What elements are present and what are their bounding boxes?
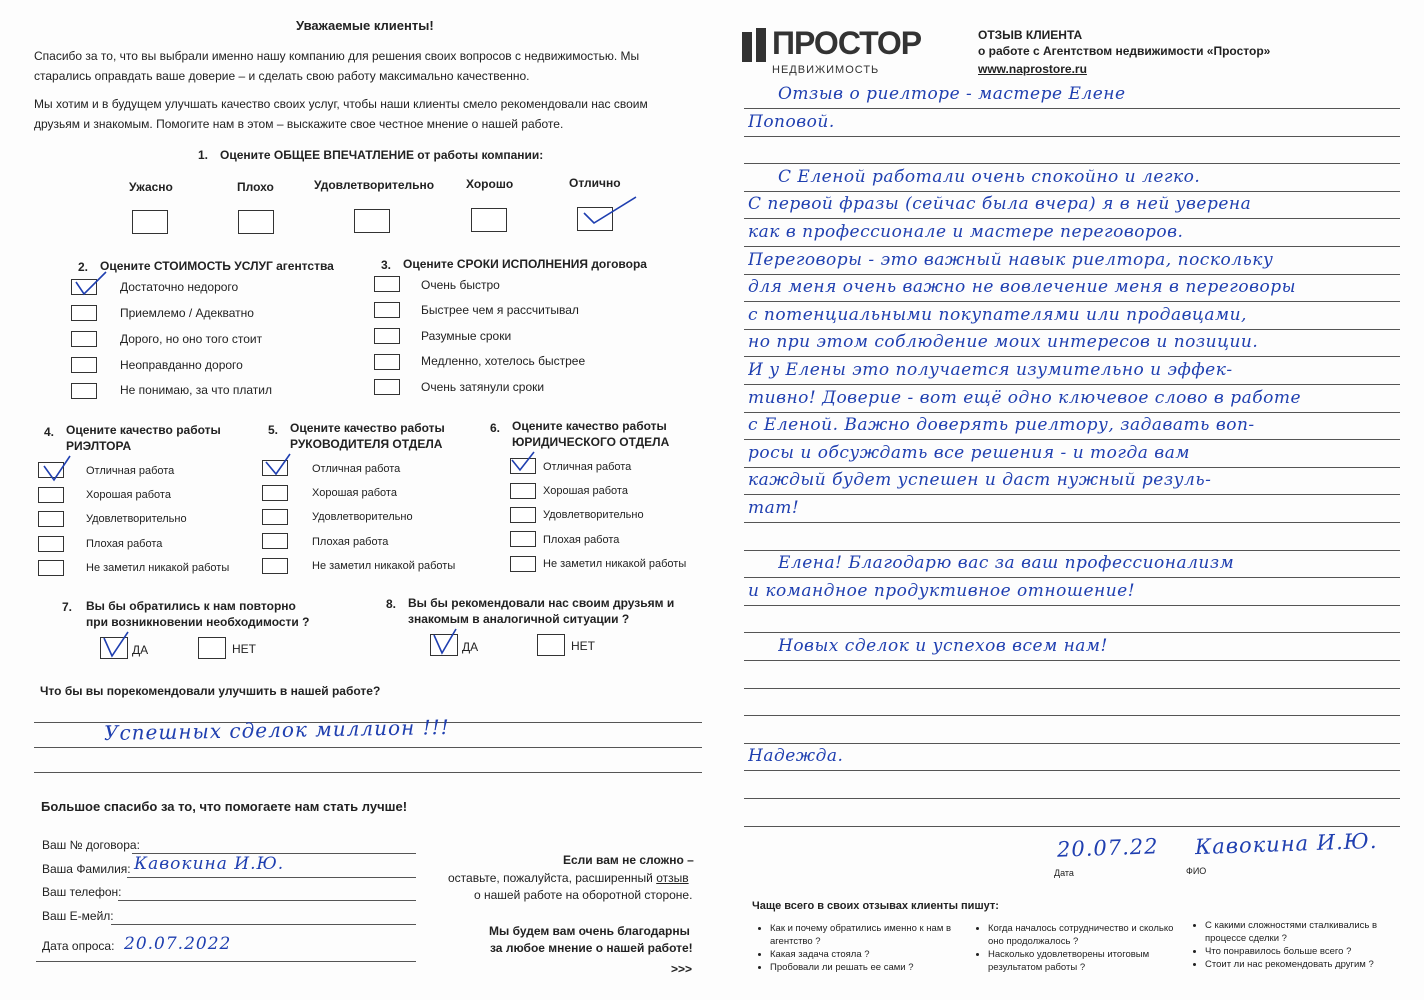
review-line: и командное продуктивное отношение!	[748, 580, 1136, 601]
q4-option-label: Хорошая работа	[86, 489, 171, 501]
q3-checkbox[interactable]	[374, 302, 400, 318]
review-line: с потенциальными покупателями или продавцами,	[748, 304, 1247, 325]
q6-checkbox[interactable]	[510, 556, 536, 572]
checkmark-icon	[72, 268, 112, 300]
q7-number: 7.	[62, 600, 73, 614]
fio-caption: ФИО	[1186, 866, 1207, 876]
q2-option-label: Достаточно недорого	[120, 280, 239, 294]
q6-option-label: Плохая работа	[543, 534, 620, 546]
q2-label: Оцените СТОИМОСТЬ УСЛУГ агентства	[100, 259, 334, 273]
q6-checkbox[interactable]	[510, 531, 536, 547]
q6-label-line2: ЮРИДИЧЕСКОГО ОТДЕЛА	[512, 435, 670, 449]
q4-checkbox[interactable]	[38, 511, 64, 527]
bullet-item: • Пробовали ли решать ее сами ?	[770, 961, 970, 974]
answer-line	[34, 747, 702, 748]
q1-option-label: Отлично	[569, 176, 621, 190]
bullet-item: • Как и почему обратились именно к нам в агентство ?	[770, 922, 970, 948]
q5-option-label: Отличная работа	[312, 463, 401, 475]
review-rule-line	[744, 770, 1400, 771]
review-line: С Еленой работали очень спокойно и легко.	[778, 166, 1201, 187]
brand-logo-icon	[742, 28, 774, 64]
q3-label: Оцените СРОКИ ИСПОЛНЕНИЯ договора	[403, 257, 647, 271]
brand-name: ПРОСТОР	[772, 25, 922, 61]
q4-checkbox[interactable]	[38, 536, 64, 552]
grateful-line2: за любое мнение о нашей работе!	[490, 941, 693, 955]
q3-option-label: Очень быстро	[421, 278, 500, 292]
review-rule-line	[744, 412, 1400, 413]
q1-option-label: Удовлетворительно	[314, 178, 435, 192]
q5-label-line2: РУКОВОДИТЕЛЯ ОТДЕЛА	[290, 437, 443, 451]
review-line: Поповой.	[748, 111, 835, 132]
review-link[interactable]: отзыв	[656, 871, 689, 885]
review-rule-line	[744, 274, 1400, 275]
q1-checkbox-awful[interactable]	[132, 210, 168, 234]
review-rule-line	[744, 660, 1400, 661]
review-rule-line	[744, 218, 1400, 219]
review-line: Переговоры - это важный навык риелтора, поскольку	[748, 249, 1274, 270]
q3-option-label: Очень затянули сроки	[421, 380, 545, 394]
review-header: ОТЗЫВ КЛИЕНТА	[978, 28, 1083, 42]
bullet-item: • Когда началось сотрудничество и сколько оно продолжалось ?	[988, 922, 1188, 948]
q5-option-label: Хорошая работа	[312, 487, 397, 499]
q8-no-label: НЕТ	[571, 639, 595, 653]
q8-number: 8.	[386, 597, 397, 611]
review-rule-line	[744, 715, 1400, 716]
review-line: с Еленой. Важно доверять риелтору, задавать воп-	[748, 415, 1255, 436]
review-line: Елена! Благодарю вас за ваш профессионализм	[778, 553, 1235, 574]
bullet-item: • Что понравилось больше всего ?	[1205, 945, 1405, 958]
bullet-item: • С какими сложностями сталкивались в процессе сделки ?	[1205, 919, 1405, 945]
phone-label: Ваш телефон:	[42, 885, 122, 899]
review-line: тат!	[748, 498, 800, 518]
arrows-icon: >>>	[671, 962, 693, 976]
review-line: для меня очень важно не вовлечение меня в переговоры	[748, 277, 1296, 298]
surname-label: Ваша Фамилия:	[42, 862, 131, 876]
website-link[interactable]: www.naprostore.ru	[978, 62, 1087, 76]
q2-option-label: Приемлемо / Адекватно	[120, 306, 254, 320]
bullet-list-1	[756, 922, 970, 974]
review-line: Новых сделок и успехов всем нам!	[778, 636, 1108, 656]
review-rule-line	[744, 384, 1400, 385]
review-rule-line	[744, 688, 1400, 689]
review-page	[712, 0, 1424, 1000]
often-title: Чаще всего в своих отзывах клиенты пишут:	[752, 900, 999, 912]
grateful-line1: Мы будем вам очень благодарны	[489, 924, 690, 938]
q3-number: 3.	[381, 258, 392, 272]
q6-number: 6.	[490, 421, 501, 435]
review-rule-line	[744, 136, 1400, 137]
review-line: росы и обсуждать все решения - и тогда вам	[748, 442, 1190, 463]
q1-label: Оцените ОБЩЕЕ ВПЕЧАТЛЕНИЕ от работы компании:	[220, 148, 544, 162]
side-note-line3: о нашей работе на оборотной стороне.	[474, 888, 693, 902]
date-value: 20.07.2022	[124, 934, 232, 954]
review-rule-line	[744, 605, 1400, 606]
q3-checkbox[interactable]	[374, 328, 400, 344]
q7-label-line1: Вы бы обратились к нам повторно	[86, 599, 296, 613]
q2-option-label: Неоправданно дорого	[120, 358, 243, 372]
bullet-item: • Какая задача стояла ?	[770, 948, 970, 961]
phone-field[interactable]	[118, 900, 416, 901]
answer-line	[34, 772, 702, 773]
q5-option-label: Плохая работа	[312, 536, 389, 548]
checkmark-icon	[262, 448, 302, 480]
q5-label-line1: Оцените качество работы	[290, 421, 445, 435]
q3-checkbox[interactable]	[374, 276, 400, 292]
review-rule-line	[744, 163, 1400, 164]
q1-number: 1.	[198, 148, 209, 162]
review-line: тивно! Доверие - вот ещё одно ключевое слово в работе	[748, 387, 1302, 408]
q3-option-label: Медленно, хотелось быстрее	[421, 354, 586, 368]
q4-option-label: Удовлетворительно	[86, 513, 187, 525]
q6-option-label: Отличная работа	[543, 461, 632, 473]
review-line: Отзыв о риелторе - мастере Елене	[778, 84, 1126, 104]
review-rule-line	[744, 467, 1400, 468]
review-rule-line	[744, 826, 1400, 827]
q5-checkbox[interactable]	[262, 509, 288, 525]
side-note-line2	[448, 871, 689, 886]
q4-checkbox[interactable]	[38, 560, 64, 576]
side-note-text: оставьте, пожалуйста, расширенный	[448, 871, 653, 885]
q2-option-label: Не понимаю, за что платил	[120, 383, 273, 397]
improve-answer[interactable]: Успешных сделок миллион !!!	[103, 714, 450, 746]
intro-paragraph-2: Мы хотим и в будущем улучшать качество своих услуг, чтобы наши клиенты смело рекомендовали нас своим друзьям и знакомым. Помогите нам в этом – выскажите свое честное мнение о нашей работе.	[34, 97, 648, 131]
date-field[interactable]	[36, 961, 416, 962]
q1-checkbox-satisfactory[interactable]	[354, 209, 390, 233]
q6-checkbox[interactable]	[510, 507, 536, 523]
q8-yes-label: ДА	[462, 640, 479, 654]
q4-option-label: Плохая работа	[86, 538, 163, 550]
q5-checkbox[interactable]	[262, 485, 288, 501]
review-line: но при этом соблюдение моих интересов и позиции.	[748, 332, 1259, 353]
email-label: Ваш Е-мейл:	[42, 909, 114, 923]
email-field[interactable]	[111, 924, 416, 925]
thanks-text: Большое спасибо за то, что помогаете нам стать лучше!	[41, 799, 408, 814]
q5-checkbox[interactable]	[262, 558, 288, 574]
q6-label-line1: Оцените качество работы	[512, 419, 667, 433]
bullet-item: • Стоит ли нас рекомендовать другим ?	[1205, 958, 1405, 971]
q4-number: 4.	[44, 425, 55, 439]
q3-checkbox[interactable]	[374, 354, 400, 370]
survey-title: Уважаемые клиенты!	[296, 18, 434, 33]
checkmark-icon	[580, 193, 640, 233]
review-line: как в профессионале и мастере переговоров.	[748, 222, 1184, 242]
review-rule-line	[744, 743, 1400, 744]
q1-option-label: Хорошо	[466, 177, 514, 191]
q6-checkbox[interactable]	[510, 483, 536, 499]
q3-checkbox[interactable]	[374, 379, 400, 395]
q6-option-label: Удовлетворительно	[543, 509, 644, 521]
review-rule-line	[744, 632, 1400, 633]
review-rule-line	[744, 191, 1400, 192]
review-rule-line	[744, 550, 1400, 551]
q8-label-line2: знакомым в аналогичной ситуации ?	[408, 612, 630, 626]
q1-checkbox-bad[interactable]	[238, 210, 274, 234]
q1-option-label: Плохо	[237, 180, 274, 194]
q3-option-label: Разумные сроки	[421, 329, 512, 343]
review-line: каждый будет успешен и даст нужный резуль-	[748, 470, 1212, 491]
review-line: Надежда.	[748, 746, 844, 767]
q5-option-label: Не заметил никакой работы	[312, 560, 456, 572]
bullet-list-2	[974, 922, 1188, 974]
review-rule-line	[744, 798, 1400, 799]
q5-option-label: Удовлетворительно	[312, 511, 413, 523]
review-rule-line	[744, 494, 1400, 495]
intro-paragraph-1: Спасибо за то, что вы выбрали именно нашу компанию для решения своих вопросов с недвижимостью. Мы старались оправдать ваше доверие – и сделать свою работу максимально качественно.	[34, 49, 640, 83]
q4-checkbox[interactable]	[38, 487, 64, 503]
q6-option-label: Не заметил никакой работы	[543, 558, 687, 570]
review-subheader: о работе с Агентством недвижимости «Простор»	[978, 44, 1271, 58]
q2-checkbox[interactable]	[71, 383, 97, 399]
checkmark-icon	[508, 446, 548, 478]
q2-checkbox[interactable]	[71, 331, 97, 347]
q4-option-label: Отличная работа	[86, 465, 175, 477]
q3-option-label: Быстрее чем я рассчитывал	[421, 303, 579, 317]
q7-yes-label: ДА	[132, 643, 149, 657]
q5-number: 5.	[268, 423, 279, 437]
checkmark-icon	[40, 452, 80, 484]
surname-value: Кавокина И.Ю.	[134, 854, 285, 874]
q4-label-line1: Оцените качество работы	[66, 423, 221, 437]
q1-checkbox-good[interactable]	[471, 208, 507, 232]
checkmark-icon	[430, 625, 466, 659]
review-rule-line	[744, 522, 1400, 523]
signature-fio: Кавокина И.Ю.	[1194, 828, 1378, 860]
date-caption: Дата	[1054, 868, 1074, 878]
q4-label-line2: РИЭЛТОРА	[66, 439, 132, 453]
q4-option-label: Не заметил никакой работы	[86, 562, 230, 574]
bullet-list-3	[1191, 919, 1405, 971]
contract-label: Ваш № договора:	[42, 838, 140, 852]
q5-checkbox[interactable]	[262, 533, 288, 549]
q8-label-line1: Вы бы рекомендовали нас своим друзьям и	[408, 596, 675, 610]
date-label: Дата опроса:	[42, 939, 115, 953]
review-rule-line	[744, 246, 1400, 247]
brand-subtitle: НЕДВИЖИМОСТЬ	[772, 64, 880, 76]
q7-no-label: НЕТ	[232, 642, 256, 656]
q2-number: 2.	[78, 260, 89, 274]
review-rule-line	[744, 439, 1400, 440]
q7-checkbox-no[interactable]	[198, 637, 226, 659]
q2-checkbox[interactable]	[71, 357, 97, 373]
review-rule-line	[744, 577, 1400, 578]
review-rule-line	[744, 329, 1400, 330]
q1-option-label: Ужасно	[129, 180, 173, 194]
surname-field[interactable]	[127, 877, 416, 878]
review-rule-line	[744, 108, 1400, 109]
q2-option-label: Дорого, но оно того стоит	[120, 332, 263, 346]
side-note-line1: Если вам не сложно –	[563, 853, 694, 867]
improve-question: Что бы вы порекомендовали улучшить в нашей работе?	[40, 684, 381, 698]
review-line: И у Елены это получается изумительно и эффек-	[748, 360, 1233, 380]
q2-checkbox[interactable]	[71, 305, 97, 321]
checkmark-icon	[100, 628, 136, 662]
review-rule-line	[744, 301, 1400, 302]
review-line: С первой фразы (сейчас была вчера) я в ней уверена	[748, 194, 1252, 215]
review-rule-line	[744, 356, 1400, 357]
q6-option-label: Хорошая работа	[543, 485, 628, 497]
q7-label-line2: при возникновении необходимости ?	[86, 615, 310, 629]
signature-date: 20.07.22	[1056, 834, 1159, 862]
q8-checkbox-no[interactable]	[537, 634, 565, 656]
bullet-item: • Насколько удовлетворены итоговым результатом работы ?	[988, 948, 1188, 974]
